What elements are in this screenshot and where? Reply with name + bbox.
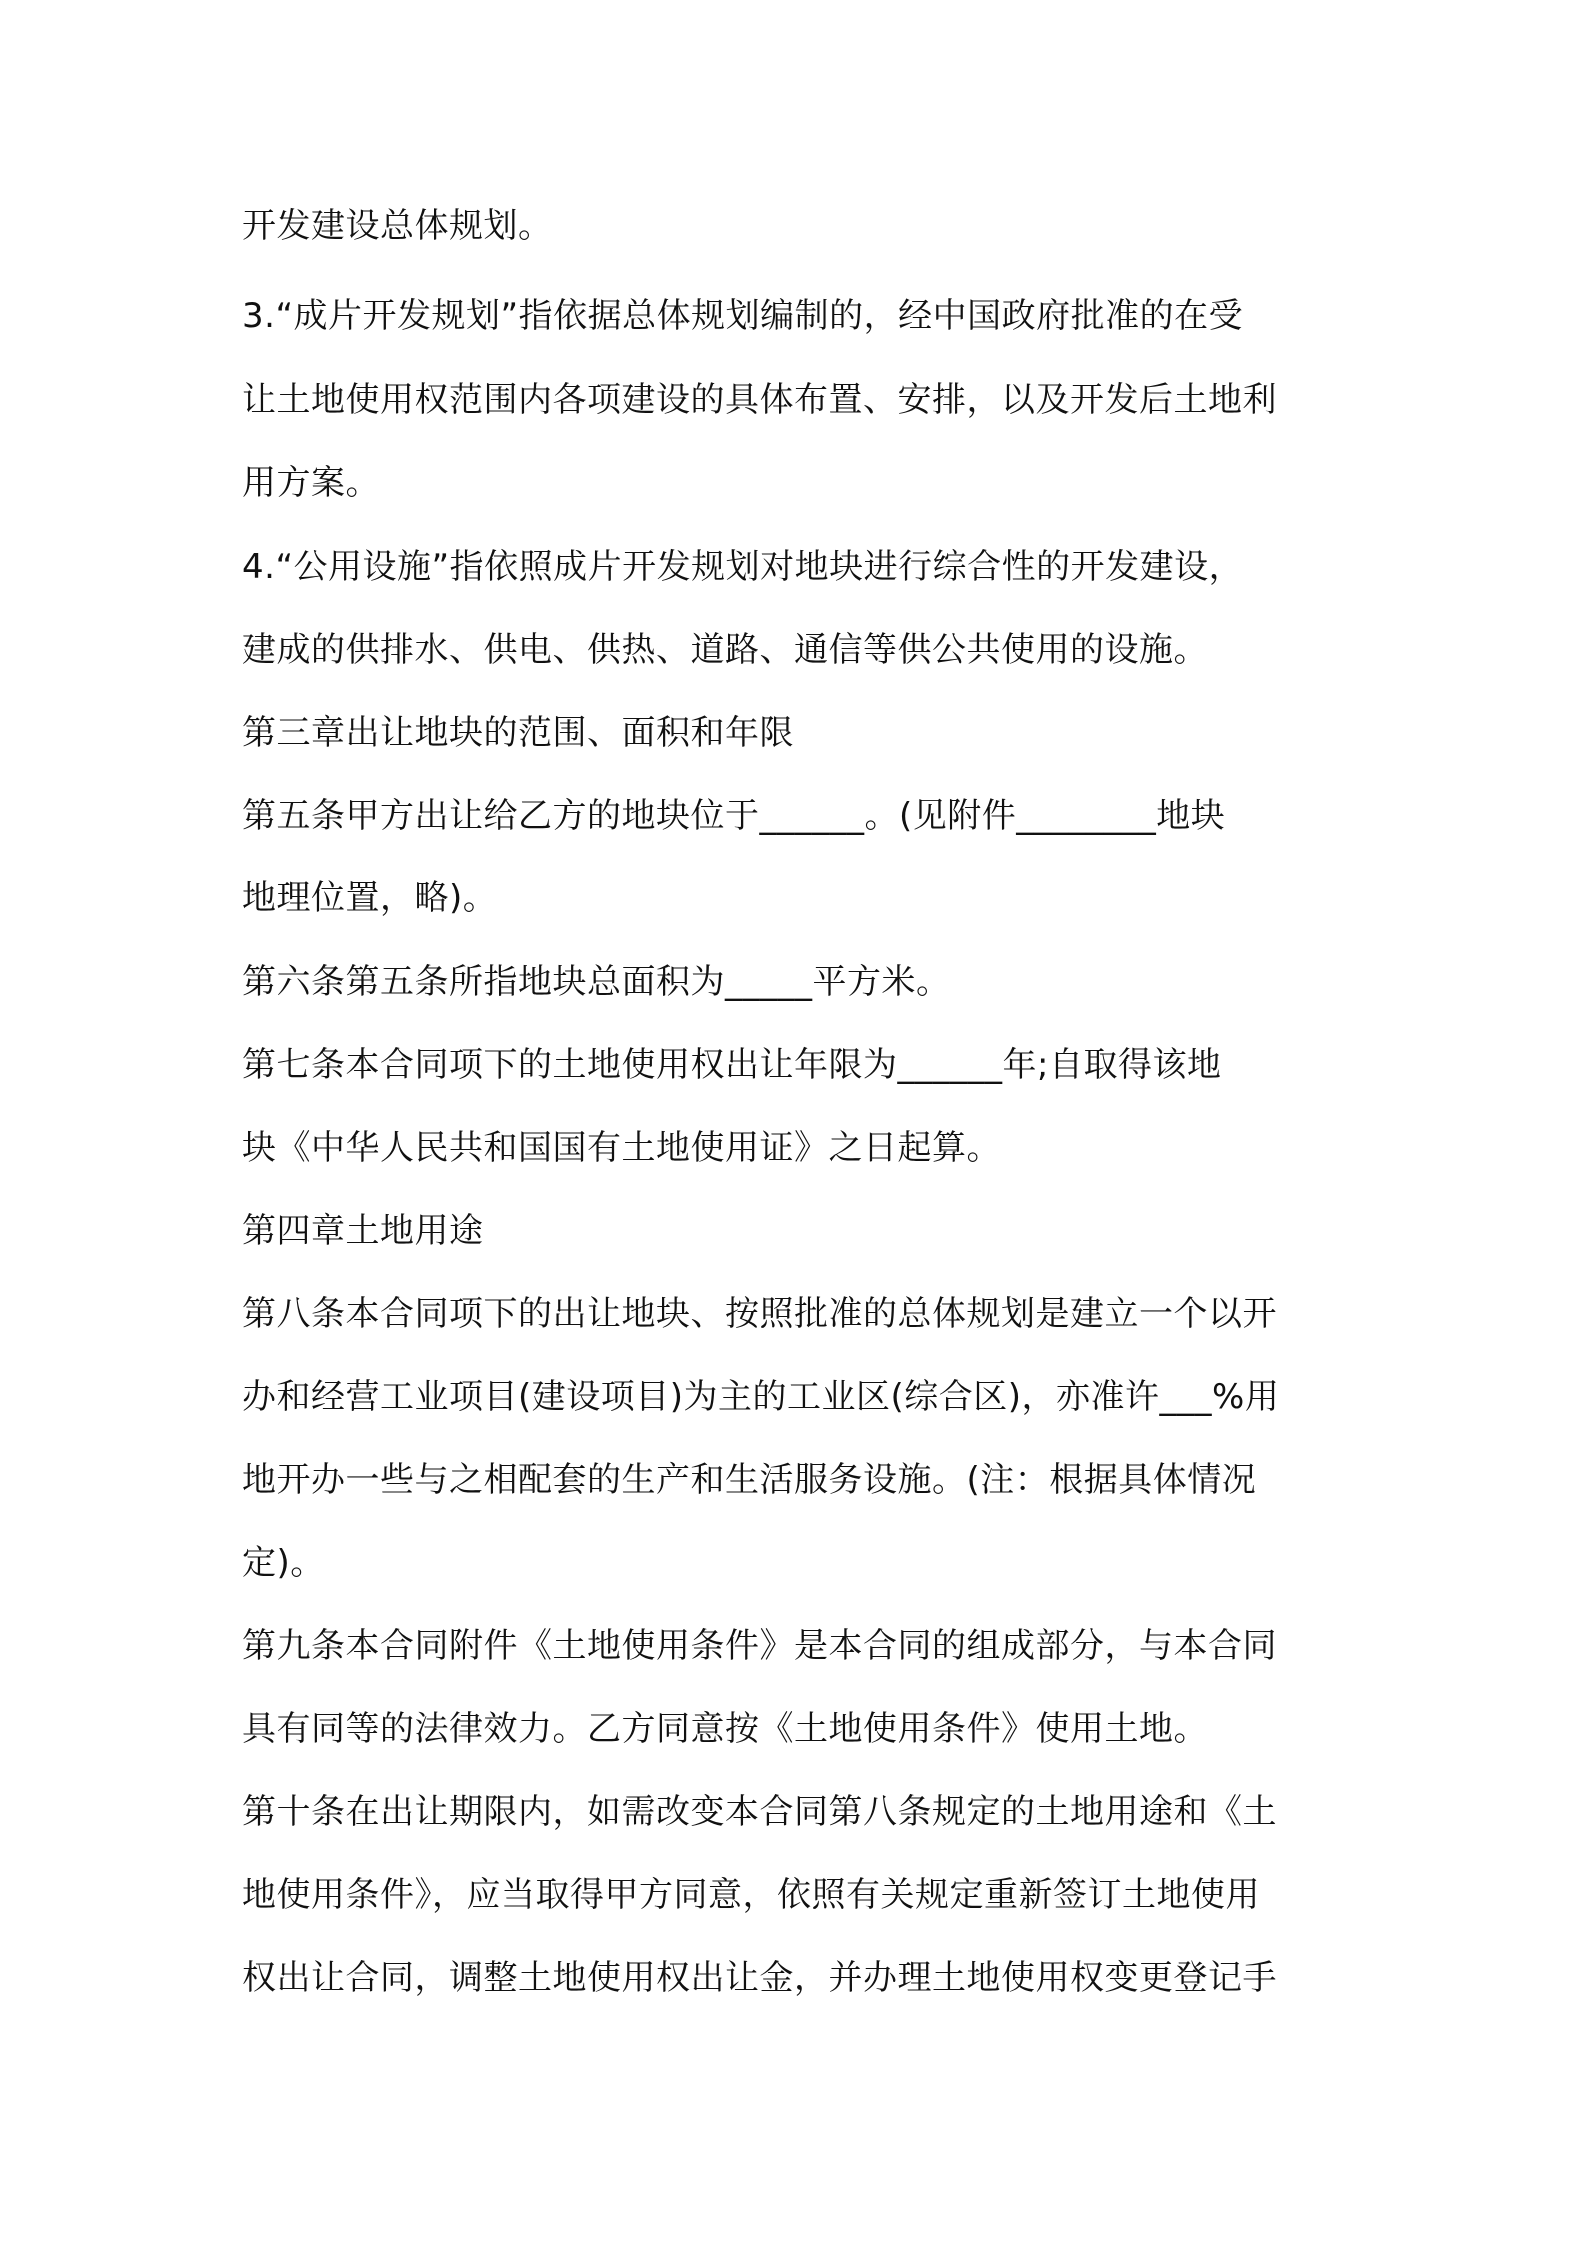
text-line: 建成的供排水、供电、供热、道路、通信等供公共使用的设施。 — [242, 630, 1208, 670]
text-line: 4.“公用设施”指依照成片开发规划对地块进行综合性的开发建设， — [242, 547, 1244, 587]
text-line: 地理位置，略)。 — [242, 878, 498, 918]
text-line: 第七条本合同项下的土地使用权出让年限为______年;自取得该地 — [242, 1045, 1222, 1085]
text-line: 权出让合同，调整土地使用权出让金，并办理土地使用权变更登记手 — [242, 1958, 1277, 1998]
text-line: 用方案。 — [242, 463, 380, 503]
text-line: 定)。 — [242, 1543, 325, 1583]
text-line: 地开办一些与之相配套的生产和生活服务设施。(注：根据具体情况 — [242, 1460, 1257, 1500]
text-line: 第八条本合同项下的出让地块、按照批准的总体规划是建立一个以开 — [242, 1294, 1277, 1334]
text-line: 3.“成片开发规划”指依据总体规划编制的，经中国政府批准的在受 — [242, 296, 1244, 336]
text-line: 让土地使用权范围内各项建设的具体布置、安排，以及开发后土地利 — [242, 380, 1277, 420]
text-line: 第十条在出让期限内，如需改变本合同第八条规定的土地用途和《土 — [242, 1792, 1277, 1832]
text-line: 具有同等的法律效力。乙方同意按《土地使用条件》使用土地。 — [242, 1709, 1208, 1749]
text-line: 第九条本合同附件《土地使用条件》是本合同的组成部分，与本合同 — [242, 1626, 1277, 1666]
section-heading: 第三章出让地块的范围、面积和年限 — [242, 713, 794, 753]
text-line: 地使用条件》，应当取得甲方同意，依照有关规定重新签订土地使用 — [242, 1875, 1260, 1915]
text-line: 办和经营工业项目(建设项目)为主的工业区(综合区)，亦准许___%用 — [242, 1377, 1280, 1417]
text-line: 第五条甲方出让给乙方的地块位于______。(见附件________地块 — [242, 796, 1226, 836]
text-line: 块《中华人民共和国国有土地使用证》之日起算。 — [242, 1128, 1001, 1168]
text-line: 第六条第五条所指地块总面积为_____平方米。 — [242, 962, 951, 1002]
text-line: 开发建设总体规划。 — [242, 206, 553, 246]
section-heading: 第四章土地用途 — [242, 1211, 484, 1251]
